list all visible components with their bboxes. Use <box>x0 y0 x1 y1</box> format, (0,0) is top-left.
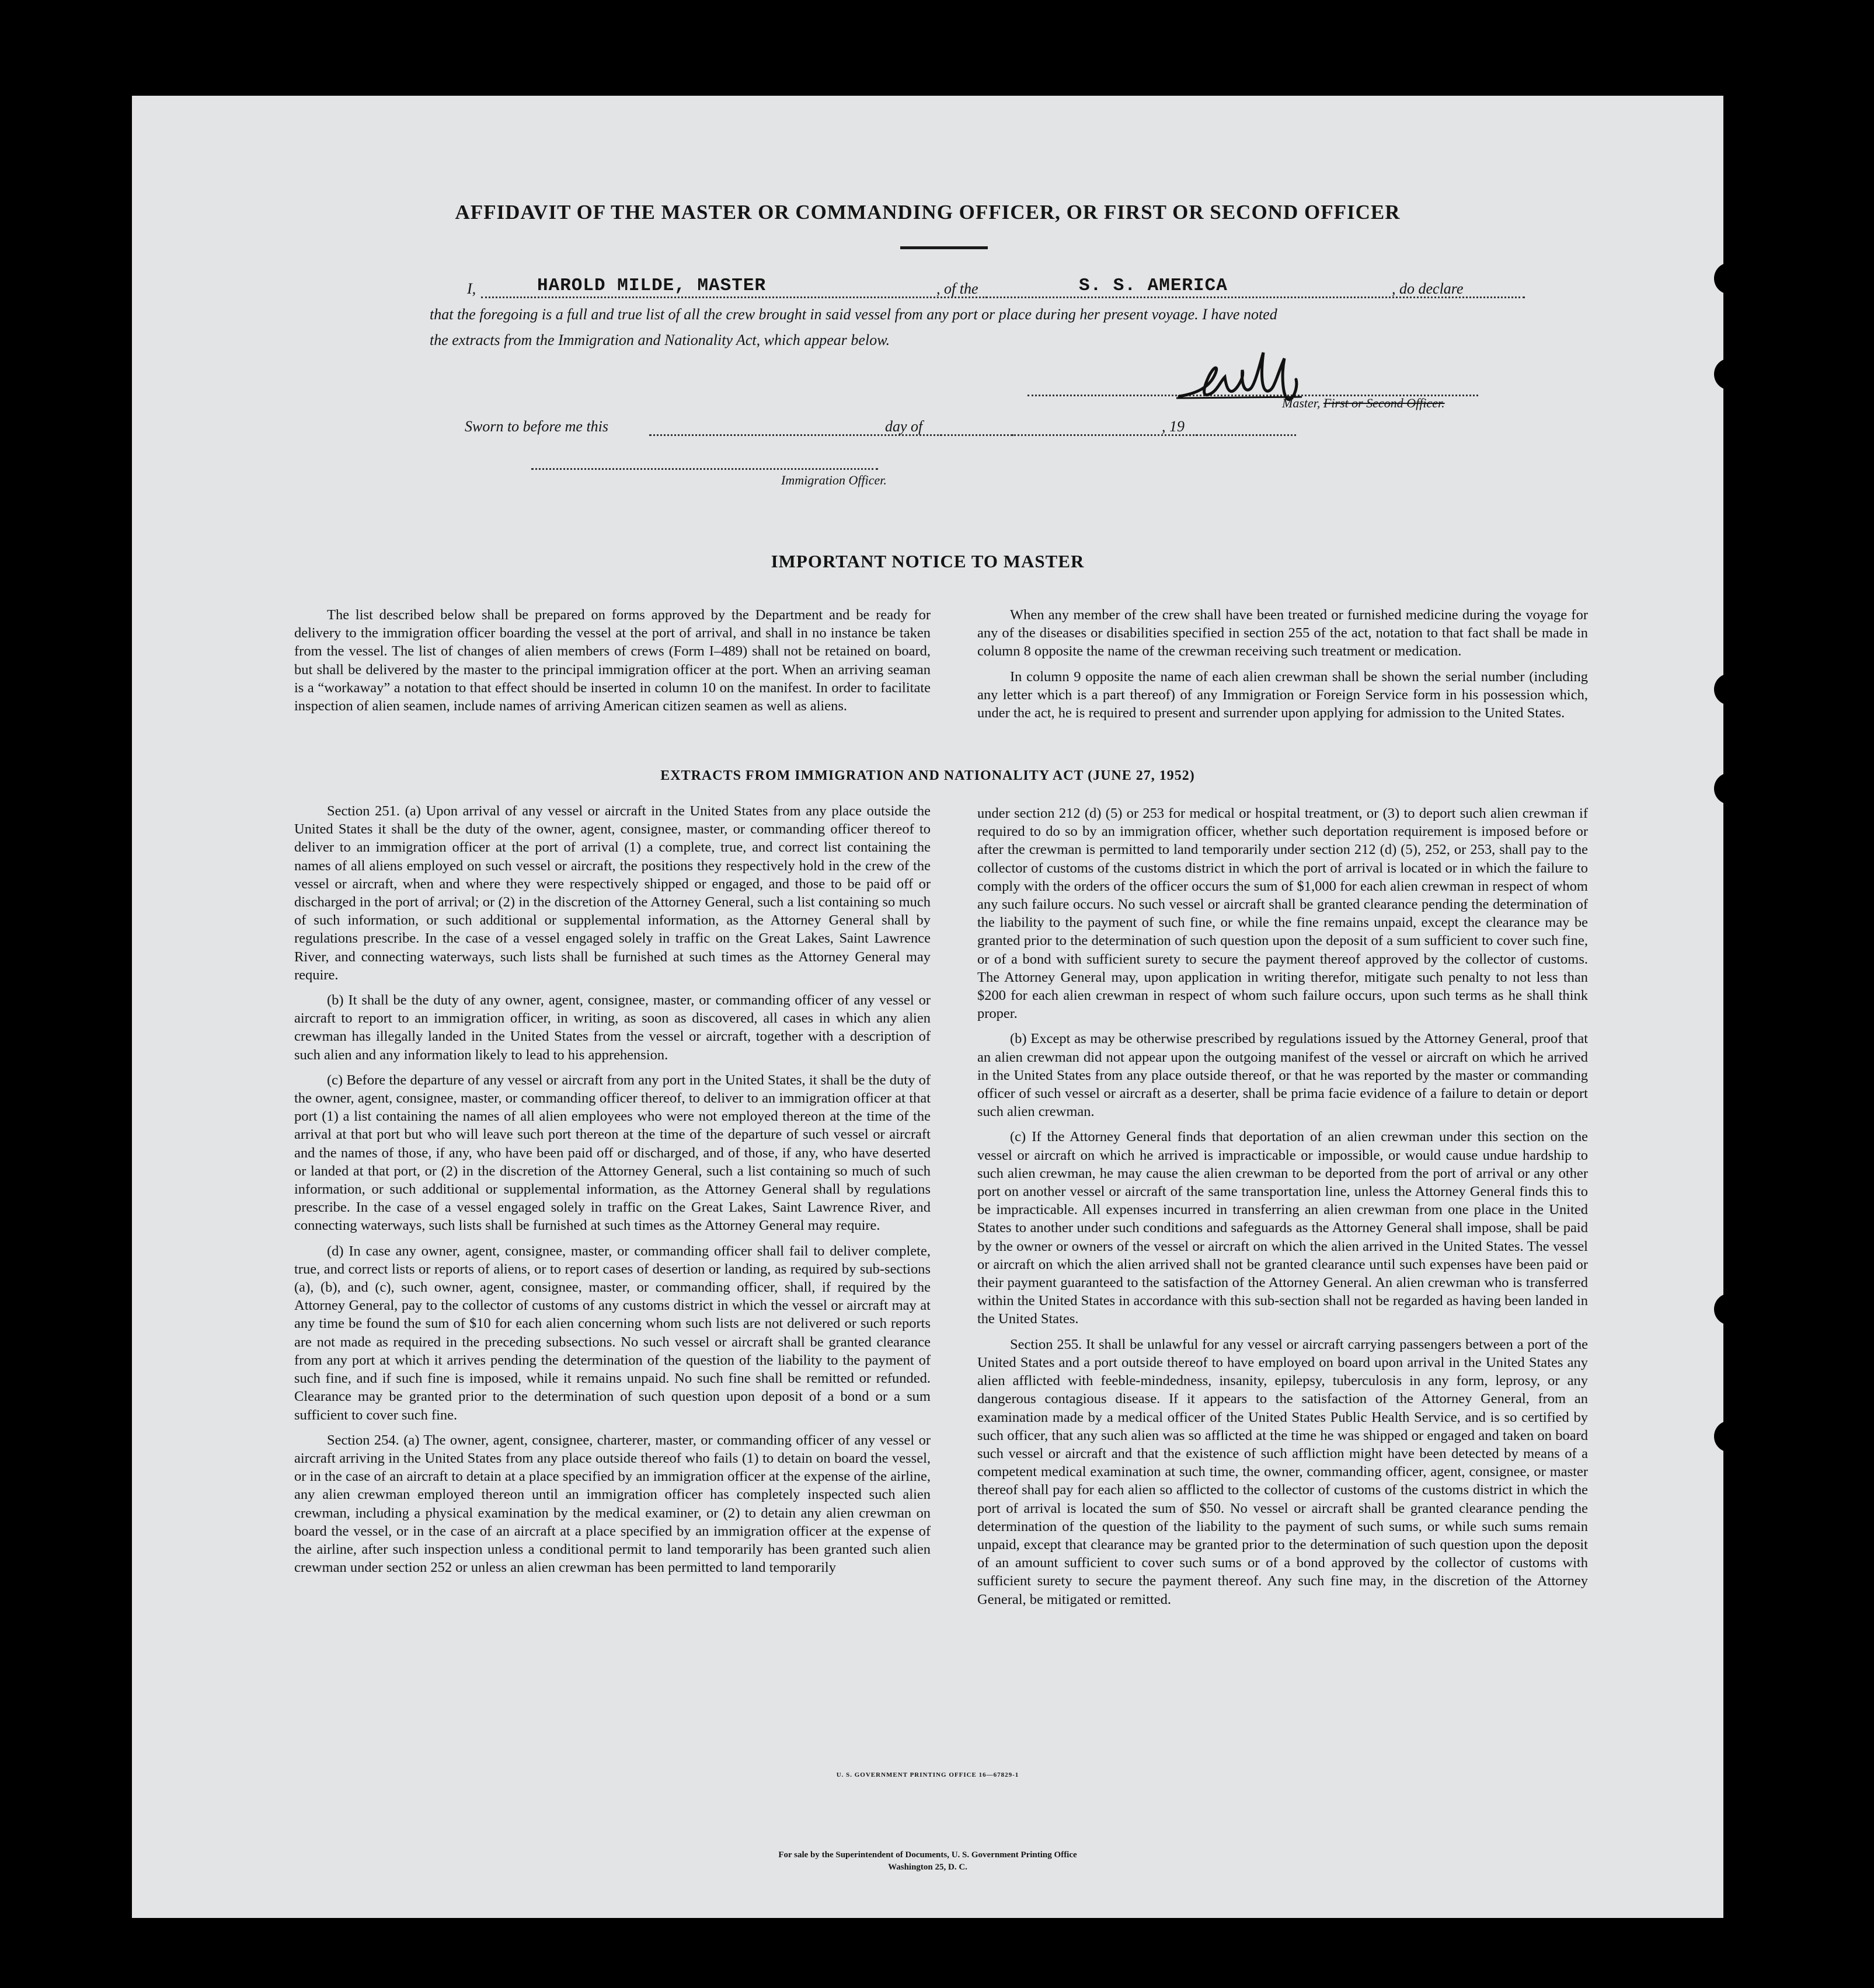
sworn-month-line <box>940 434 1296 436</box>
section-255: Section 255. It shall be unlawful for any vessel or aircraft carrying passengers between a port of the United States and a port outside thereof to have employed on board upon arrival in the United States any alien afflicted with feeble-mindedness, insanity, epilepsy, tuberculosis in any form, leprosy, or any dangerous contagious disease. If it appears to the satisfaction of the Attorney General, from an examination made by a medical officer of the United States Public Health Service, and is so certified by such officer, that any such alien was so afflicted at the time he was shipped or engaged and taken on board such vessel or aircraft and that the existence of such affliction might have been detected by means of a competent medical examination at such time, the owner, commanding officer, agent, consignee, or master thereof shall pay for each alien so afflicted to the collector of customs of the customs district in which the port of arrival is located the sum of $50. No vessel or aircraft shall be granted clearance pending the determination of the question of the liability to the payment of such sums, or while such sums remain unpaid, except that clearance may be granted prior to the determination of such question upon the deposit of an amount sufficient to cover such sums or of a bond approved by the collector of customs with sufficient surety to secure the payment thereof. Any such fine may, in the discretion of the Attorney General, be mitigated or remitted. <box>977 1336 1588 1607</box>
signature-caption <box>1282 396 1445 411</box>
document-page <box>132 96 1723 1918</box>
notice-left-paragraph: The list described below shall be prepared on forms approved by the Department and be ready for delivery to the immigration officer boarding the vessel at the port of arrival, and shall in no instance be taken from the vessel. The list of changes of alien members of crews (Form I–489) shall not be retained on board, but shall be delivered by the master to the principal immigration officer at the port. When an arriving seaman is a “workaway” a notation to that effect should be inserted in column 10 on the manifest. In order to facilitate inspection of alien seamen, include names of arriving American citizen seamen as well as aliens. <box>294 607 931 714</box>
immigration-officer-label: Immigration Officer. <box>781 473 887 487</box>
signature-caption-struck: First or Second Officer. <box>1323 396 1445 410</box>
immigration-officer-line <box>531 468 878 470</box>
section-254-b: (b) Except as may be otherwise prescribed by regulations issued by the Attorney General, proof that an alien crewman did not appear upon the outgoing manifest of the vessel or aircraft on which he arrived in the United States from any place outside thereof, or that he was reported by the master or commanding officer of such vessel or aircraft as a deserter, shall be prima facie evidence of a failure to detain or deport such alien crewman. <box>977 1031 1588 1120</box>
signature-caption-master: Master, <box>1282 396 1321 410</box>
section-251-c: (c) Before the departure of any vessel or aircraft from any port in the United States, it shall be the duty of the owner, agent, consignee, master, or commanding officer thereof, to deliver to an immigration officer at that port (1) a list containing the names of all alien employees who were not employed thereon at the time of the arrival at that port but who will leave such port thereon at the time of the departure of such vessel or aircraft and the names of those, if any, who have been paid off or discharged, and of those, if any, who have deserted or landed at that port, or (2) in the discretion of the Attorney General, such a list containing so much of such information, or such additional or supplemental information, as the Attorney General shall by regulations prescribe. In the case of a vessel engaged solely in traffic on the Great Lakes, Saint Lawrence River, and connecting waterways, such lists shall be furnished at such times as the Attorney General may require. <box>294 1072 931 1234</box>
statement-line-1: that the foregoing is a full and true list of all the crew brought in said vessel from any port or place during her present voyage. I have noted <box>430 306 1277 323</box>
master-name-value: HAROLD MILDE, MASTER <box>537 275 767 296</box>
sale-line-1: For sale by the Superintendent of Documents, U. S. Government Printing Office <box>778 1850 1077 1860</box>
section-251-b: (b) It shall be the duty of any owner, agent, consignee, master, or commanding officer of any vessel or aircraft to report to an immigration officer, in writing, as soon as discovered, all cases in which any alien crewman has illegally landed in the United States from the vessel or aircraft, together with a description of such alien and any information likely to lead to his apprehension. <box>294 992 931 1063</box>
of-the-label: , of the <box>936 280 978 297</box>
printing-office-line: U. S. GOVERNMENT PRINTING OFFICE 16—67829-1 <box>836 1771 1019 1778</box>
extracts-right-column <box>977 804 1588 1616</box>
sworn-year-line <box>1196 434 1226 436</box>
punch-hole <box>1714 1293 1746 1325</box>
punch-hole <box>1714 263 1746 294</box>
affidavit-title: AFFIDAVIT OF THE MASTER OR COMMANDING OFFICER, OR FIRST OR SECOND OFFICER <box>455 201 1401 224</box>
section-251-a: Section 251. (a) Upon arrival of any vessel or aircraft in the United States from any place outside the United States it shall be the duty of the owner, agent, consignee, master, or commanding officer thereof to deliver to an immigration officer at the port of arrival (1) a complete, true, and correct list containing the names of all aliens employed on such vessel or aircraft, the positions they respectively hold in the crew of the vessel or aircraft, when and where they were respectively shipped or engaged, and those to be paid off or discharged in the port of arrival; or (2) in the discretion of the Attorney General, such a list containing so much of such information, or such additional or supplemental information, as the Attorney General shall by regulations prescribe. In the case of a vessel engaged solely in traffic on the Great Lakes, Saint Lawrence River, and connecting waterways, such lists shall be furnished at such times as the Attorney General may require. <box>294 803 931 983</box>
name-field-line <box>481 297 1002 298</box>
year-label: , 19 <box>1162 418 1185 435</box>
notice-left-column <box>294 606 931 722</box>
title-underline <box>900 246 988 249</box>
extracts-title: EXTRACTS FROM IMMIGRATION AND NATIONALITY ACT (JUNE 27, 1952) <box>660 768 1195 783</box>
i-label: I, <box>467 280 476 297</box>
punch-hole <box>1714 674 1746 705</box>
sale-line-2: Washington 25, D. C. <box>888 1863 967 1872</box>
section-254-c: (c) If the Attorney General finds that deportation of an alien crewman under this section on the vessel or aircraft on which he arrived is impracticable or impossible, or would cause undue hardship to such alien crewman, he may cause the alien crewman to be deported from the port of arrival or any other port on another vessel or aircraft of the same transportation line, unless the Attorney General finds this to be impracticable. All expenses incurred in transferring an alien crewman from one place in the United States to another under such conditions and safeguards as the Attorney General shall impose, shall be paid by the owner or owners of the vessel or aircraft on which the alien arrived in the United States. The vessel or aircraft on which the alien arrived shall not be granted clearance until such expenses have been paid or their payment guaranteed to the satisfaction of the Attorney General. An alien crewman who is transferred within the United States in accordance with this sub-section shall not be regarded as having been landed in the United States. <box>977 1129 1588 1327</box>
section-251-d: (d) In case any owner, agent, consignee, master, or commanding officer shall fail to deliver complete, true, and correct lists or reports of aliens, or to report cases of desertion or landing, as required by sub-sections (a), (b), and (c), such owner, agent, consignee, master, or commanding officer, shall, if required by the Attorney General, pay to the collector of customs of any customs district in which the vessel or aircraft may at any time be found the sum of $10 for each alien concerning whom such lists are not delivered or such reports are not made as required in the preceding subsections. No such vessel or aircraft shall be granted clearance from any port at which it arrives pending the determination of the question of the liability to the payment of such fine, and if such fine is imposed, while it remains unpaid. No such fine shall be remitted or refunded. Clearance may be granted prior to the determination of such question upon deposit of a bond or a sum sufficient to cover such fine. <box>294 1243 931 1423</box>
declare-label: , do declare <box>1392 280 1464 297</box>
sworn-label: Sworn to before me this <box>465 418 609 435</box>
statement-line-2: the extracts from the Immigration and Nationality Act, which appear below. <box>430 332 890 348</box>
day-of-label: day of <box>885 418 923 435</box>
notice-right-paragraph-1: When any member of the crew shall have been treated or furnished medicine during the voyage for any of the diseases or disabilities specified in section 255 of the act, notation to that fact shall be made in column 8 opposite the name of the crewman receiving such treatment or medication. <box>977 607 1588 660</box>
notice-title: IMPORTANT NOTICE TO MASTER <box>771 551 1085 571</box>
notice-right-column <box>977 606 1588 729</box>
punch-hole <box>1714 358 1746 390</box>
punch-hole <box>1714 1421 1746 1452</box>
extracts-left-column <box>294 802 931 1584</box>
vessel-name-value: S. S. AMERICA <box>1079 275 1228 296</box>
punch-hole <box>1714 773 1746 804</box>
section-254-a: Section 254. (a) The owner, agent, consignee, charterer, master, or commanding officer of any vessel or aircraft arriving in the United States from any place outside thereof who fails (1) to detain on board the vessel, or in the case of an aircraft to detain at a place specified by an immigration officer at the expense of the airline, any alien crewman employed thereon until an immigration officer has completely inspected such alien crewman, including a physical examination by the medical examiner, or (2) to detain any alien crewman on board the vessel, or in the case of an aircraft at a place specified by an immigration officer at the expense of the airline, after such inspection unless a conditional permit to land temporarily has been granted such alien crewman under section 252 or unless an alien crewman has been permitted to land temporarily <box>294 1432 931 1576</box>
notice-right-paragraph-2: In column 9 opposite the name of each alien crewman shall be shown the serial number (including any letter which is a part thereof) of any Immigration or Foreign Service form in his possession which, under the act, he is required to present and surrender upon applying for admission to the United States. <box>977 668 1588 721</box>
section-254-a-continued: under section 212 (d) (5) or 253 for medical or hospital treatment, or (3) to deport such alien crewman if required to do so by an immigration officer, whether such deportation requirement is imposed before or after the crewman is permitted to land temporarily under section 212 (d) (5), 252, or 253, shall pay to the collector of customs of the customs district in which the port of arrival is located or in which the failure to comply with the orders of the officer occurs the sum of $1,000 for each alien crewman in respect of whom any such failure occurs. No such vessel or aircraft shall be granted clearance pending the determination of the liability to the payment of such fine, or while the fine remains unpaid, except the clearance may be granted prior to the determination of such question upon the deposit of a sum sufficient to cover such fine, or of a bond with sufficient surety to secure the payment thereof approved by the collector of customs. The Attorney General may, upon application in writing therefor, mitigate such penalty to not less than $200 for each alien crewman in respect of whom such failure occurs, upon such terms as he shall think proper. <box>977 805 1588 1022</box>
sale-notice <box>132 1849 1723 1874</box>
